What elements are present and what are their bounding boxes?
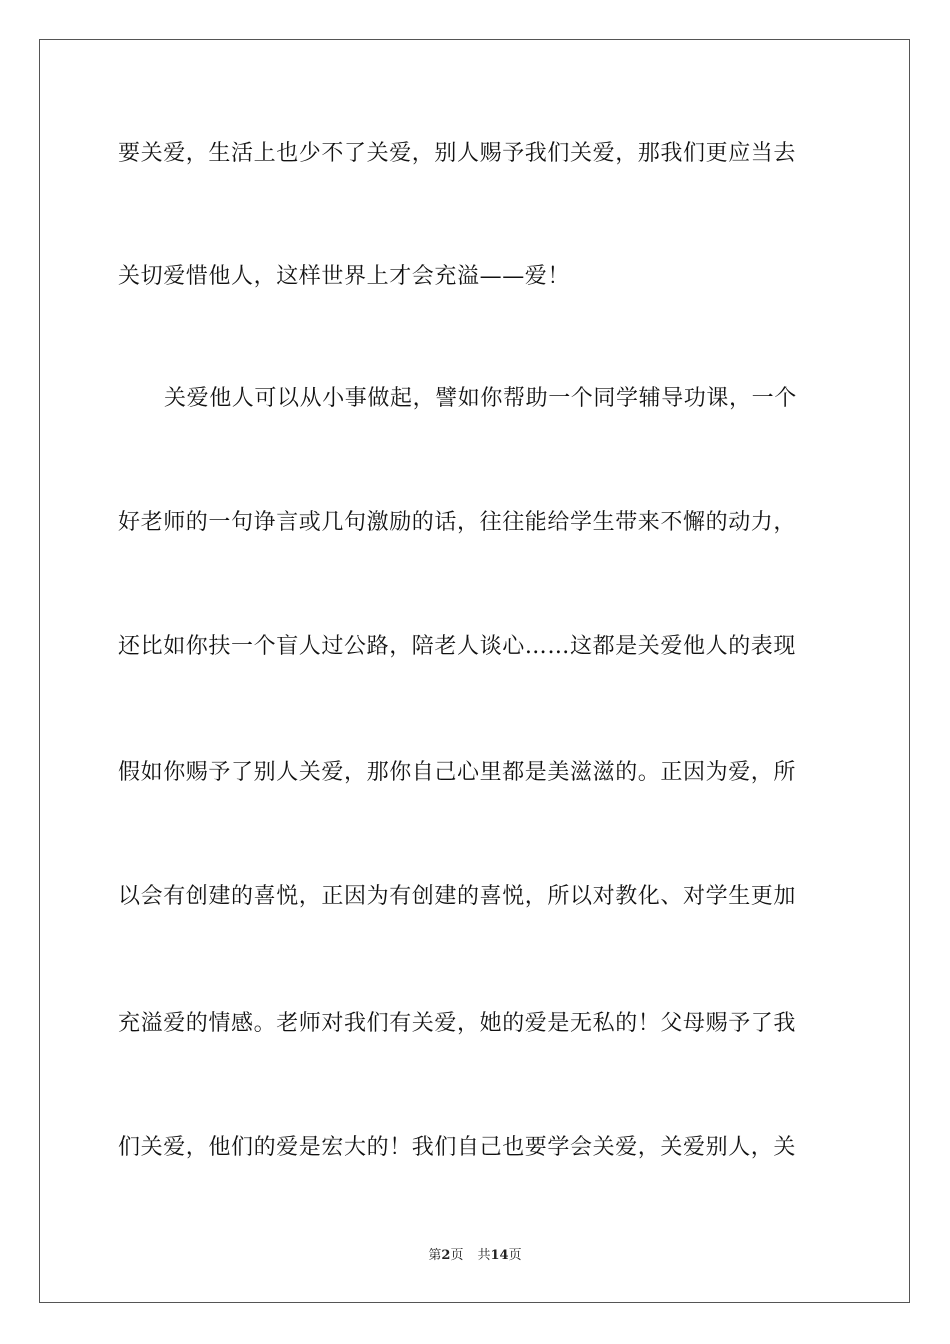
page-suffix: 页 — [450, 1248, 464, 1263]
total-suffix: 页 — [508, 1248, 522, 1263]
page-border — [39, 39, 910, 1303]
paragraph-line: 假如你赐予了别人关爱，那你自己心里都是美滋滋的。正因为爱，所 — [118, 760, 797, 785]
paragraph-line: 关爱他人可以从小事做起，譬如你帮助一个同学辅导功课，一个 — [164, 386, 797, 411]
paragraph-line: 充溢爱的情感。老师对我们有关爱，她的爱是无私的！父母赐予了我 — [118, 1011, 797, 1036]
paragraph-line: 们关爱，他们的爱是宏大的！我们自己也要学会关爱，关爱别人，关 — [118, 1135, 797, 1160]
page-footer — [0, 1247, 950, 1265]
paragraph-line: 要关爱，生活上也少不了关爱，别人赐予我们关爱，那我们更应当去 — [118, 141, 797, 166]
paragraph-line: 还比如你扶一个盲人过公路，陪老人谈心……这都是关爱他人的表现 — [118, 634, 797, 659]
total-prefix: 共 — [477, 1248, 491, 1263]
total-pages: 14 — [490, 1248, 509, 1263]
paragraph-line: 以会有创建的喜悦，正因为有创建的喜悦，所以对教化、对学生更加 — [118, 884, 797, 909]
page-prefix: 第 — [428, 1248, 442, 1263]
paragraph-line: 关切爱惜他人，这样世界上才会充溢——爱！ — [118, 264, 571, 289]
paragraph-line: 好老师的一句诤言或几句激励的话，往往能给学生带来不懈的动力， — [118, 510, 797, 535]
page-number: 2 — [441, 1248, 451, 1263]
